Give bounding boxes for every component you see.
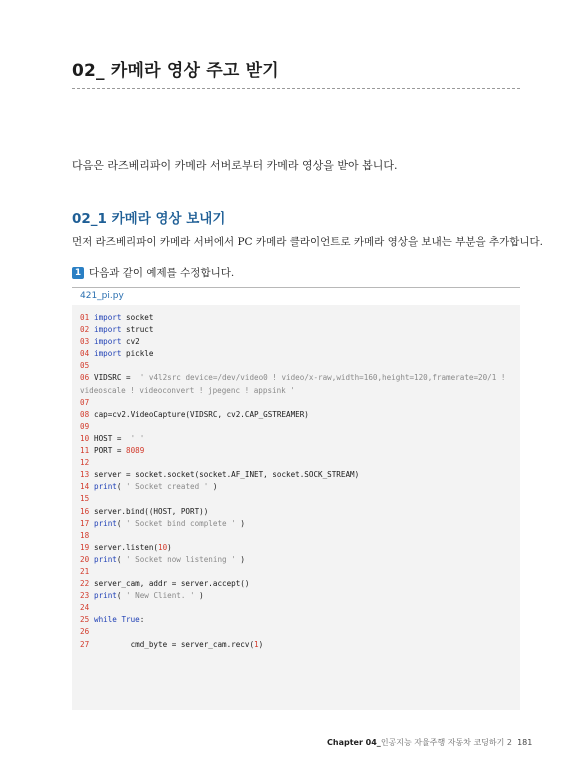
code-token: ' v4l2src device=/dev/video0 ! video/x-raw,width=160,height=120,framerate=20/1 ! (135, 373, 506, 383)
line-number: 14 (80, 482, 94, 492)
code-token: ( (116, 518, 122, 528)
line-number: 07 (80, 397, 90, 407)
code-line (80, 493, 516, 505)
code-line (80, 506, 516, 518)
code-token: import (94, 349, 122, 359)
code-line (80, 312, 516, 324)
line-number: 01 (80, 313, 94, 322)
code-token: print (94, 554, 117, 564)
code-line (80, 554, 516, 566)
line-number: 27 (80, 639, 94, 649)
code-token: server_cam, addr = server.accept() (94, 579, 250, 589)
line-number: 19 (80, 542, 94, 552)
code-token: VIDSRC = (94, 373, 136, 383)
code-line (80, 324, 516, 336)
code-token: socket (121, 313, 154, 322)
code-token: ' ' (126, 433, 145, 443)
page-number: 181 (517, 738, 533, 747)
code-line (80, 421, 516, 433)
code-line (80, 457, 516, 469)
line-number: 12 (80, 458, 90, 468)
code-token: pickle (121, 349, 154, 359)
code-line (80, 530, 516, 542)
line-number: 09 (80, 421, 90, 431)
code-token: ' Socket bind complete ' (121, 518, 241, 528)
line-number: 21 (80, 566, 90, 576)
code-token: : (139, 615, 145, 625)
line-number: 05 (80, 361, 90, 371)
code-line (80, 518, 516, 530)
code-token: 8089 (126, 446, 145, 456)
page-title: 02_ 카메라 영상 주고 받기 (72, 61, 279, 81)
section-heading: 02_1 카메라 영상 보내기 (72, 211, 226, 227)
code-header-divider (72, 287, 520, 288)
line-number: 17 (80, 518, 94, 528)
line-number: 23 (80, 591, 94, 601)
code-token: ( (116, 482, 122, 492)
code-token: ( (116, 554, 122, 564)
code-line (80, 639, 516, 651)
code-token: server.listen( (94, 542, 159, 552)
code-line (80, 481, 516, 493)
line-number: 13 (80, 470, 94, 480)
code-token: while (94, 615, 117, 625)
line-number: 24 (80, 603, 90, 613)
intro-text: 다음은 라즈베리파이 카메라 서버로부터 카메라 영상을 받아 봅니다. (72, 159, 398, 172)
code-token: True (121, 615, 140, 625)
code-listing (80, 312, 516, 651)
footer-chapter: Chapter 04_ (327, 738, 381, 747)
code-token: server = socket.socket(socket.AF_INET, socket.SOCK_STREAM) (94, 470, 360, 480)
code-token: ) (199, 591, 204, 601)
code-line (80, 602, 516, 614)
code-line (80, 348, 516, 360)
code-token: PORT = (94, 446, 127, 456)
code-token: ) (167, 542, 172, 552)
code-line (80, 433, 516, 445)
code-line (80, 409, 516, 421)
code-line (80, 385, 516, 397)
line-number: 10 (80, 433, 94, 443)
line-number: 25 (80, 615, 94, 625)
line-number: 26 (80, 627, 90, 637)
line-number: 22 (80, 579, 94, 589)
code-line (80, 542, 516, 554)
code-file-name: 421_pi.py (80, 291, 124, 301)
line-number: 08 (80, 409, 94, 419)
step-text: 다음과 같이 예제를 수정합니다. (89, 267, 235, 279)
code-token: print (94, 518, 117, 528)
footer-subtitle: 인공지능 자율주행 자동차 코딩하기 2 (380, 738, 512, 747)
code-line (80, 397, 516, 409)
page-footer (327, 737, 532, 748)
code-line (80, 614, 516, 626)
line-number: 15 (80, 494, 90, 504)
code-token: 1 (254, 639, 259, 649)
code-token: import (94, 325, 122, 335)
code-token: import (94, 337, 122, 347)
code-line (80, 566, 516, 578)
code-token: ' Socket created ' (121, 482, 213, 492)
line-number: 16 (80, 506, 94, 516)
code-token: print (94, 482, 117, 492)
step-instruction (72, 265, 234, 280)
code-line (80, 469, 516, 481)
line-number: 03 (80, 337, 94, 347)
code-token: ) (212, 482, 218, 492)
code-token: cap=cv2.VideoCapture(VIDSRC, cv2.CAP_GSTREAMER) (94, 409, 309, 419)
code-line (80, 445, 516, 457)
line-number: 11 (80, 446, 94, 456)
line-number: 18 (80, 530, 90, 540)
code-token: HOST = (94, 433, 127, 443)
code-token: ) (258, 639, 264, 649)
title-divider (72, 88, 520, 89)
code-line (80, 578, 516, 590)
code-token: ' Socket now listening ' (121, 554, 241, 564)
code-line (80, 590, 516, 602)
code-line (80, 626, 516, 638)
code-token: ) (240, 554, 245, 564)
code-token: cmd_byte = server_cam.recv( (94, 639, 255, 649)
code-token: server.bind((HOST, PORT)) (94, 506, 209, 516)
code-token: print (94, 591, 117, 601)
code-line (80, 360, 516, 372)
code-line (80, 336, 516, 348)
code-token: videoscale ! videoconvert ! jpegenc ! appsink ' (80, 385, 295, 395)
code-token: ( (116, 591, 122, 601)
code-token: ) (240, 518, 245, 528)
code-line (80, 372, 516, 384)
line-number: 06 (80, 373, 94, 383)
code-token: struct (121, 325, 154, 335)
step-number-badge: 1 (72, 267, 84, 279)
code-token: ' New Client. ' (121, 591, 200, 601)
code-token: import (94, 313, 122, 322)
line-number: 20 (80, 554, 94, 564)
line-number: 04 (80, 349, 94, 359)
code-token: 10 (158, 542, 168, 552)
line-number: 02 (80, 325, 94, 335)
code-token: cv2 (121, 337, 140, 347)
section-description: 먼저 라즈베리파이 카메라 서버에서 PC 카메라 클라이언트로 카메라 영상을 보내는 부분을 추가합니다. (72, 236, 544, 248)
